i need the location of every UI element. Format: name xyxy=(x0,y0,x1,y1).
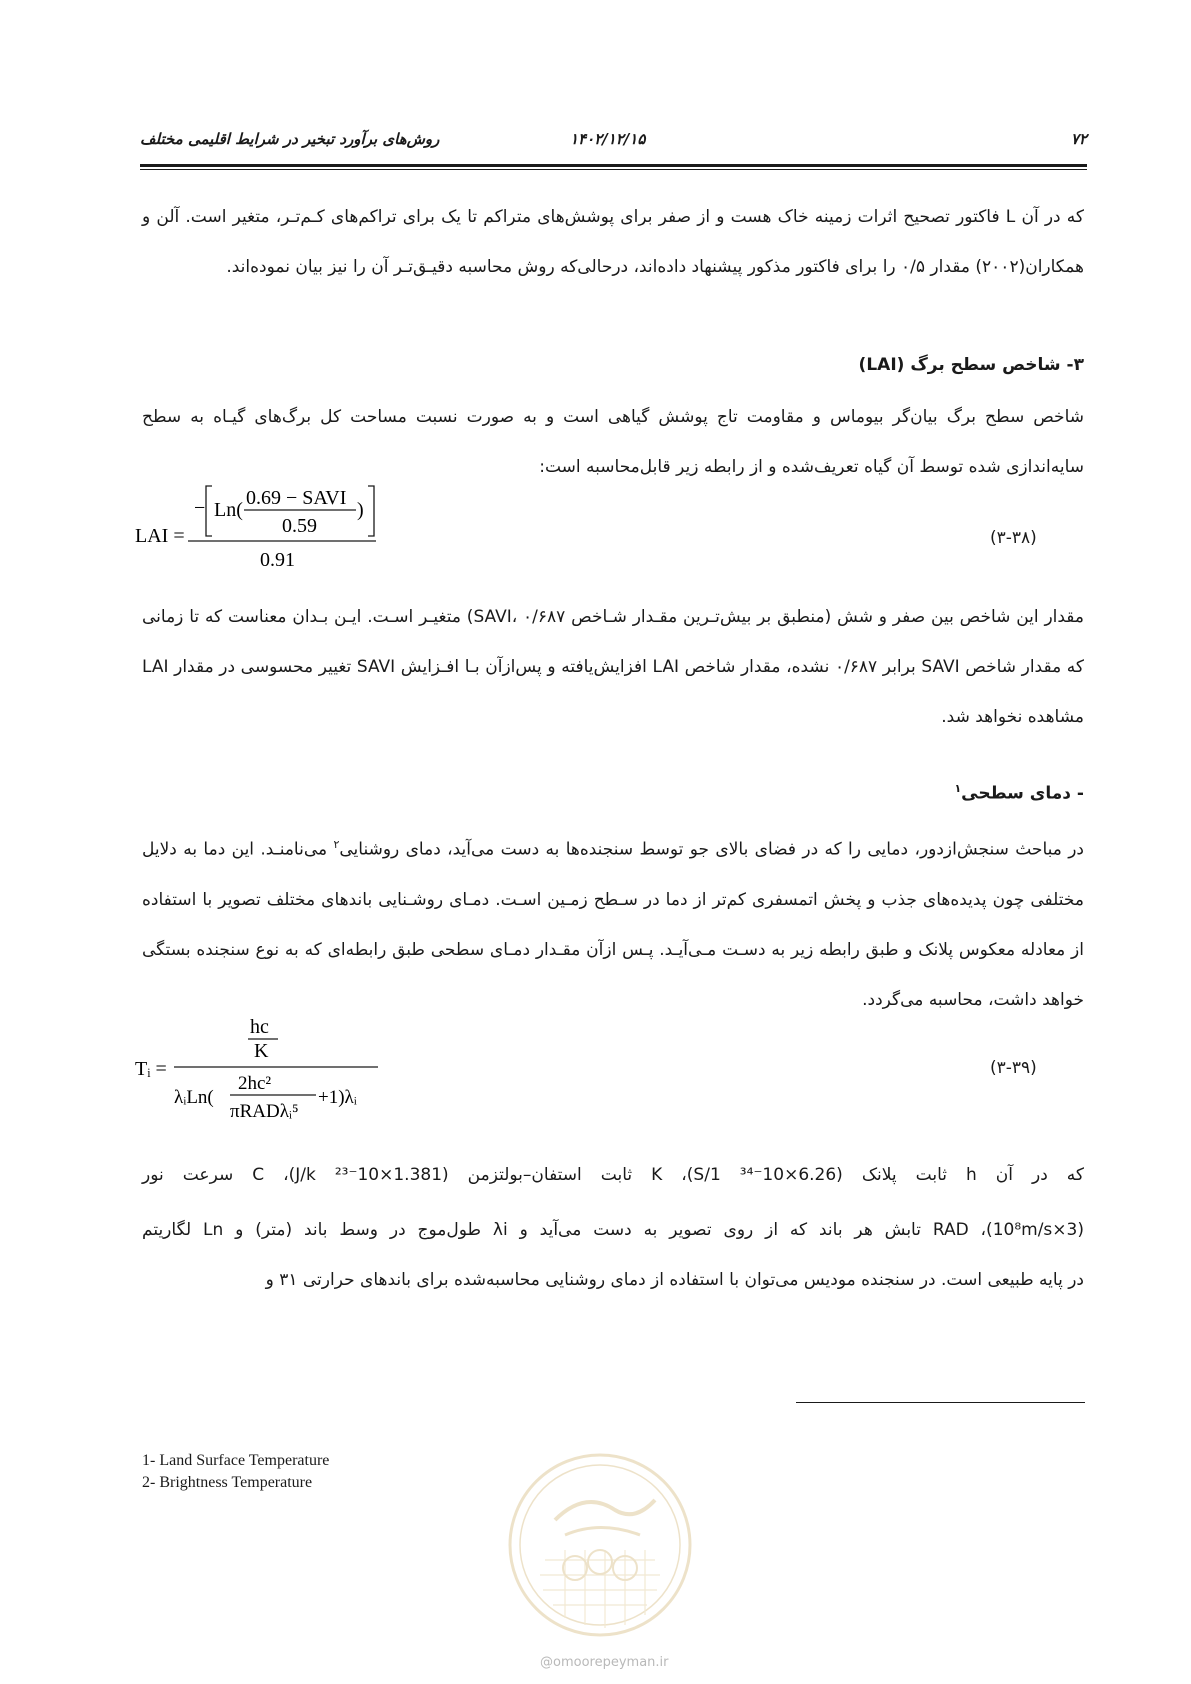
eq39-two-hc2: 2hc² xyxy=(238,1073,272,1094)
header-rule-thin xyxy=(140,169,1087,170)
eq39-pi-rad: πRADλᵢ⁵ xyxy=(230,1101,299,1122)
equation-brightness-temp-svg xyxy=(130,1015,390,1125)
equation-lai-svg xyxy=(130,478,390,578)
paragraph-constants-line3: در پایه طبیعی است. در سنجنده مودیس می‌توان با استفاده از دمای روشنایی محاسبه‌شده برای باندهای حرارتی ۳۱ و xyxy=(265,1270,1084,1290)
equation-number-38: (۳-۳۸) xyxy=(990,528,1037,548)
paragraph-constants-line1: که در آن h ثابت پلانک (6.26×10⁻³⁴ 1/S)، K ثابت استفان–بولتزمن (1.381×10⁻²³ J/k)، C سرعت نور xyxy=(142,1165,1085,1185)
eq38-left-bracket xyxy=(206,486,212,536)
header-rule xyxy=(140,164,1087,167)
paragraph-brightness-temperature xyxy=(142,820,1084,1025)
paragraph-brightness-part2: می‌نامنـد. این دما به دلایل مختلفی چون پدیده‌های جذب و پخش اتمسفری کم‌تر از دما در سـطح زمـین اسـت. دمـای روشـنایی باندهای مختلف تصویر با استفاده از معادله معکوس پلانک و طبق رابطه زیر به دسـت مـی‌آیـد. پـس ازآن مقـدار دمـای سطحی طبق رابطه‌ای که به نوع سنجنده بستگی خواهد داشت، محاسبه می‌گردد. xyxy=(142,839,1084,1010)
eq39-k: K xyxy=(254,1040,269,1062)
paragraph-constants-line2: (3×10⁸m/s)، RAD تابش هر باند که از روی تصویر به دست می‌آید و λi طول‌موج در وسط باند (متر) و Ln لگاریتم xyxy=(142,1220,1084,1240)
page-number: ۷۲ xyxy=(1070,130,1087,148)
footnote-rule xyxy=(796,1402,1085,1403)
eq39-plus-one: +1)λᵢ xyxy=(318,1087,357,1108)
footnote-1: 1- Land Surface Temperature xyxy=(142,1452,330,1469)
footnote-marker-1: ۱ xyxy=(954,782,962,795)
header-title: روش‌های برآورد تبخیر در شرایط اقلیمی مختلف xyxy=(140,130,440,148)
paragraph-lai-range: مقدار این شاخص بین صفر و شش (منطبق بر بیش‌تـرین مقـدار شـاخص SAVI، ۰/۶۸۷) متغیـر اسـت. ایـن بـدان معناست که تا زمانی که مقدار شاخص SAVI برابر ۰/۶۸۷ نشده، مقدار شاخص LAI افزایش‌یافته و پس‌ازآن بـا افـزایش SAVI تغییر محسوسی در مقدار LAI مشاهده نخواهد شد. xyxy=(142,607,1085,727)
equation-number-39: (۳-۳۹) xyxy=(990,1058,1037,1078)
eq38-lhs: LAI = xyxy=(135,525,185,547)
heading-lst-text: - دمای سطحی xyxy=(961,783,1084,804)
website-watermark: @omoorepeyman.ir xyxy=(540,1655,669,1670)
publisher-stamp-logo xyxy=(505,1450,695,1640)
equation-brightness-temp xyxy=(130,1015,390,1125)
footnote-2: 2- Brightness Temperature xyxy=(142,1474,313,1491)
eq39-lambda-ln: λᵢLn( xyxy=(174,1087,214,1108)
paragraph-soil-factor: که در آن L فاکتور تصحیح اثرات زمینه خاک هست و از صفر برای پوشش‌های متراکم تا یک برای تراکم‌های کـم‌تـر، متغیر است. آلن و همکاران(۲۰۰۲) مقدار ۰/۵ را برای فاکتور مذکور پیشنهاد داده‌اند، درحالی‌که روش محاسبه دقیـق‌تـر آن را نیز بیان نموده‌اند. xyxy=(142,207,1085,277)
header-date: ۱۴۰۲/۱۲/۱۵ xyxy=(570,130,646,148)
eq39-lhs: Tᵢ = xyxy=(135,1058,167,1080)
paragraph-brightness-part1: در مباحث سنجش‌ازدور، دمایی را که در فضای بالای جو توسط سنجنده‌ها به دست می‌آید، دمای روشنایی xyxy=(339,839,1084,860)
eq38-numerator: 0.69 − SAVI xyxy=(246,487,347,509)
paragraph-lai-definition: شاخص سطح برگ بیان‌گر بیوماس و مقاومت تاج پوشش گیاهی است و به صورت نسبت مساحت کل برگ‌های گیـاه به سطح سایه‌اندازی شده توسط آن گیاه تعریف‌شده و از رابطه زیر قابل‌محاسبه است: xyxy=(142,407,1084,477)
section-heading-surface-temperature xyxy=(142,782,1084,804)
eq38-minus: − xyxy=(194,497,206,519)
equation-lai xyxy=(130,478,390,578)
footnote-marker-2: ۲ xyxy=(333,838,340,851)
footnotes xyxy=(142,1450,329,1494)
section-heading-lai: ۳- شاخص سطح برگ (LAI) xyxy=(858,355,1084,375)
eq38-right-bracket xyxy=(368,486,374,536)
eq38-denominator: 0.91 xyxy=(260,549,295,571)
eq38-inner-denominator: 0.59 xyxy=(282,515,317,537)
eq38-close-paren: ) xyxy=(357,499,364,521)
eq38-ln: Ln( xyxy=(214,499,243,521)
eq39-hc: hc xyxy=(250,1016,269,1038)
running-header xyxy=(140,128,1087,154)
